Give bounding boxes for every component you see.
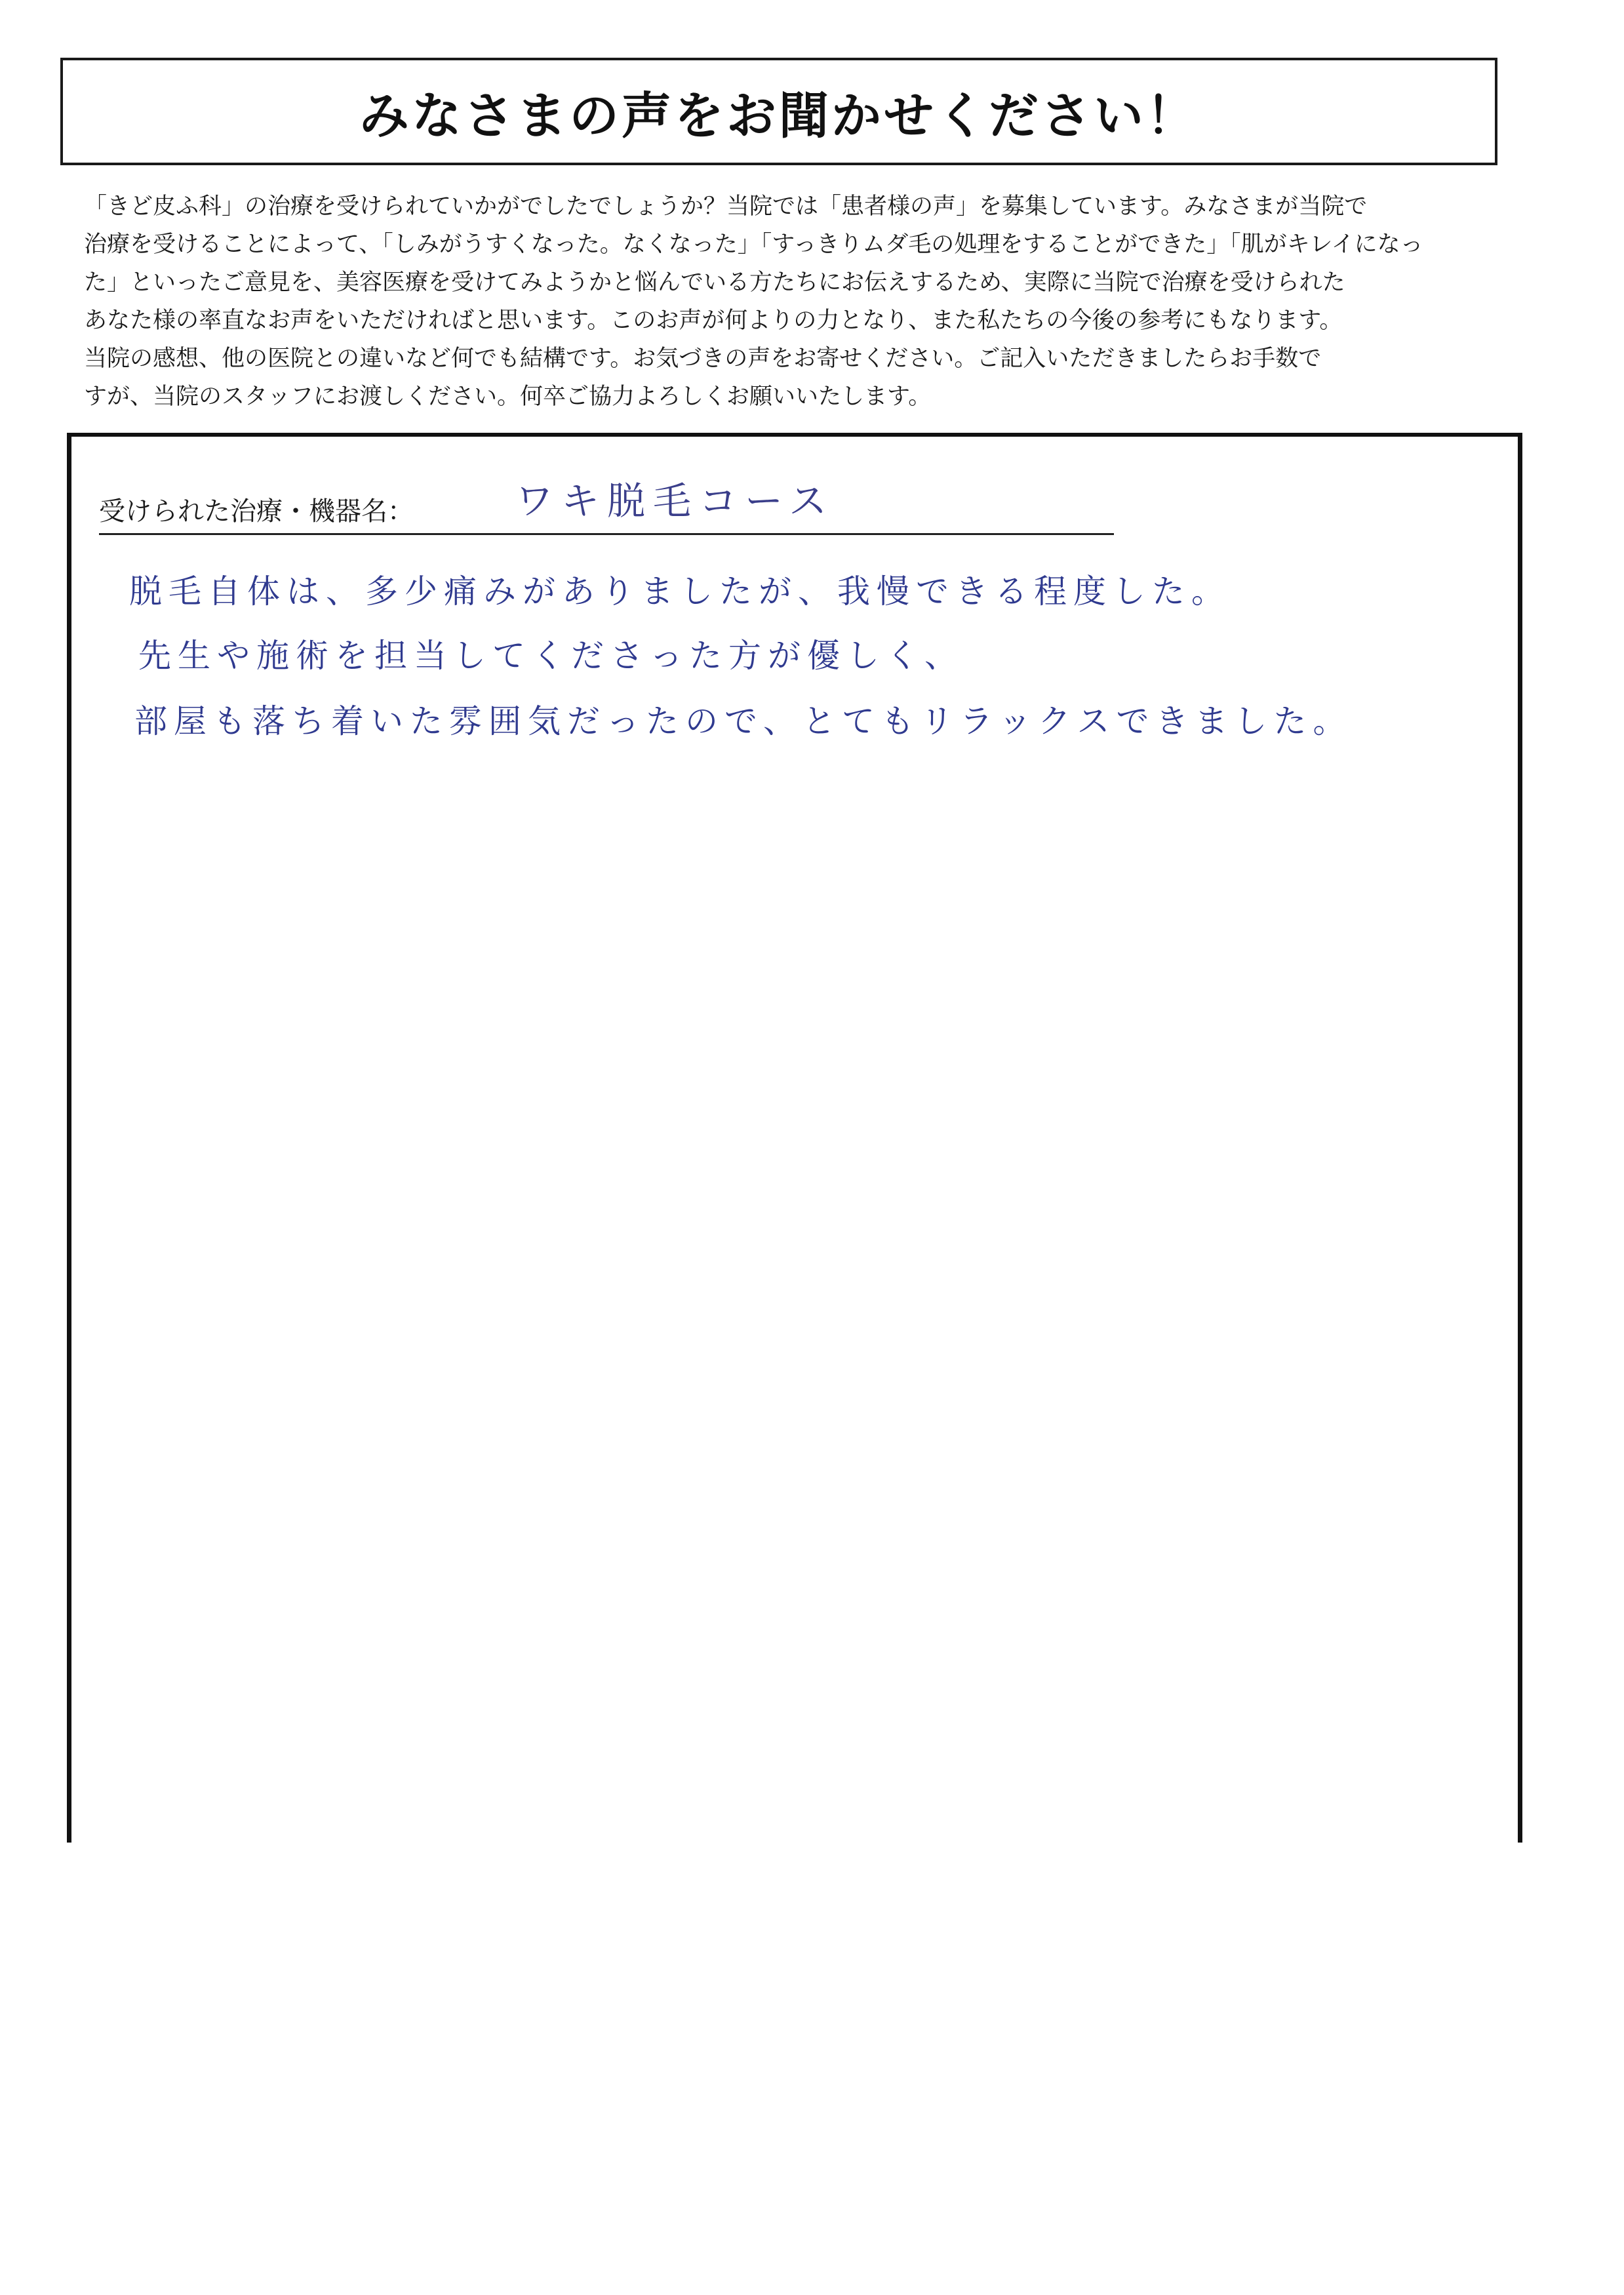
comment-line: 先生や施術を担当してくださった方が優しく、: [138, 637, 964, 675]
page-title: みなさまの声をお聞かせください！: [359, 86, 1198, 145]
treatment-label: 受けられた治療・機器名：: [99, 496, 414, 527]
comment-line: 脱毛自体は、多少痛みがありましたが、我慢できる程度した。: [129, 572, 1231, 610]
treatment-field[interactable]: [99, 473, 1114, 535]
intro-line: 「きど皮ふ科」の治療を受けられていかがでしたでしょうか？当院では「患者様の声」を募集しています。みなさまが当院で: [84, 193, 1368, 220]
treatment-value: ワキ脱毛コース: [515, 479, 835, 523]
intro-paragraph: [84, 188, 1500, 416]
comment-line: 部屋も落ち着いた雰囲気だったので、とてもリラックスできました。: [134, 702, 1353, 740]
intro-line: 当院の感想、他の医院との違いなど何でも結構です。お気づきの声をお寄せください。ご記入いただきましたらお手数で: [84, 346, 1322, 372]
intro-line: あなた様の率直なお声をいただければと思います。このお声が何よりの力となり、また私たちの今後の参考にもなります。: [84, 308, 1343, 334]
intro-line: た」といったご意見を、美容医療を受けてみようかと悩んでいる方たちにお伝えするため、実際に当院で治療を受けられた: [84, 269, 1345, 296]
comment-area[interactable]: [129, 561, 1440, 751]
intro-line: すが、当院のスタッフにお渡しください。何卒ご協力よろしくお願いいたします。: [84, 384, 932, 410]
title-box: [60, 58, 1497, 165]
intro-line: 治療を受けることによって、「しみがうすくなった。なくなった」「すっきりムダ毛の処理をすることができた」「肌がキレイになっ: [84, 231, 1423, 258]
feedback-form-panel: [67, 433, 1522, 1843]
